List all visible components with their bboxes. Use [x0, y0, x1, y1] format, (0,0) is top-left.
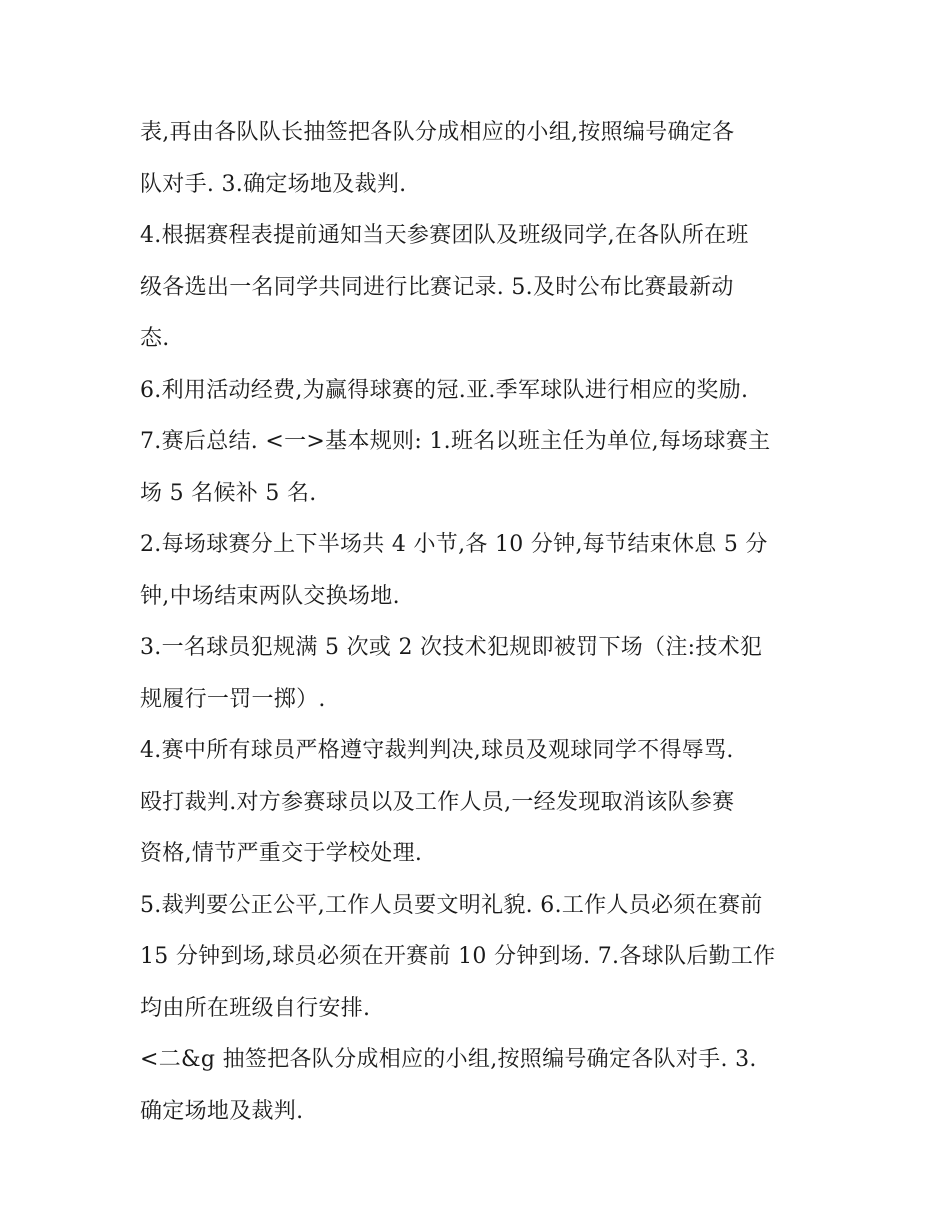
text-line: 6.利用活动经费,为赢得球赛的冠.亚.季军球队进行相应的奖励.	[140, 377, 749, 403]
text-line: 2.每场球赛分上下半场共 4 小节,各 10 分钟,每节结束休息 5 分	[140, 532, 768, 557]
text-line: 钟,中场结束两队交换场地.	[140, 583, 400, 609]
text-line: 均由所在班级自行安排.	[140, 995, 371, 1021]
text-line: 态.	[140, 326, 170, 351]
text-line: 队对手. 3.确定场地及裁判.	[140, 171, 407, 197]
text-line: 7.赛后总结. <一>基本规则: 1.班名以班主任为单位,每场球赛主	[140, 429, 771, 454]
text-line: 殴打裁判.对方参赛球员以及工作人员,一经发现取消该队参赛	[140, 789, 735, 815]
text-line: 3.一名球员犯规满 5 次或 2 次技术犯规即被罚下场（注:技术犯	[140, 635, 763, 660]
text-line: <二&g 抽签把各队分成相应的小组,按照编号确定各队对手. 3.	[140, 1047, 757, 1072]
text-line: 5.裁判要公正公平,工作人员要文明礼貌. 6.工作人员必须在赛前	[140, 892, 763, 918]
text-line: 4.赛中所有球员严格遵守裁判判决,球员及观球同学不得辱骂.	[140, 738, 734, 763]
text-line: 规履行一罚一掷）.	[140, 686, 326, 712]
text-line: 确定场地及裁判.	[140, 1098, 304, 1124]
document-body	[140, 107, 820, 1137]
text-line: 4.根据赛程表提前通知当天参赛团队及班级同学,在各队所在班	[140, 223, 749, 248]
text-line: 场 5 名候补 5 名.	[140, 480, 317, 506]
text-line: 表,再由各队队长抽签把各队分成相应的小组,按照编号确定各	[140, 120, 735, 145]
text-line: 资格,情节严重交于学校处理.	[140, 841, 423, 866]
text-line: 15 分钟到场,球员必须在开赛前 10 分钟到场. 7.各球队后勤工作	[140, 944, 776, 969]
text-line: 级各选出一名同学共同进行比赛记录. 5.及时公布比赛最新动	[140, 274, 734, 300]
